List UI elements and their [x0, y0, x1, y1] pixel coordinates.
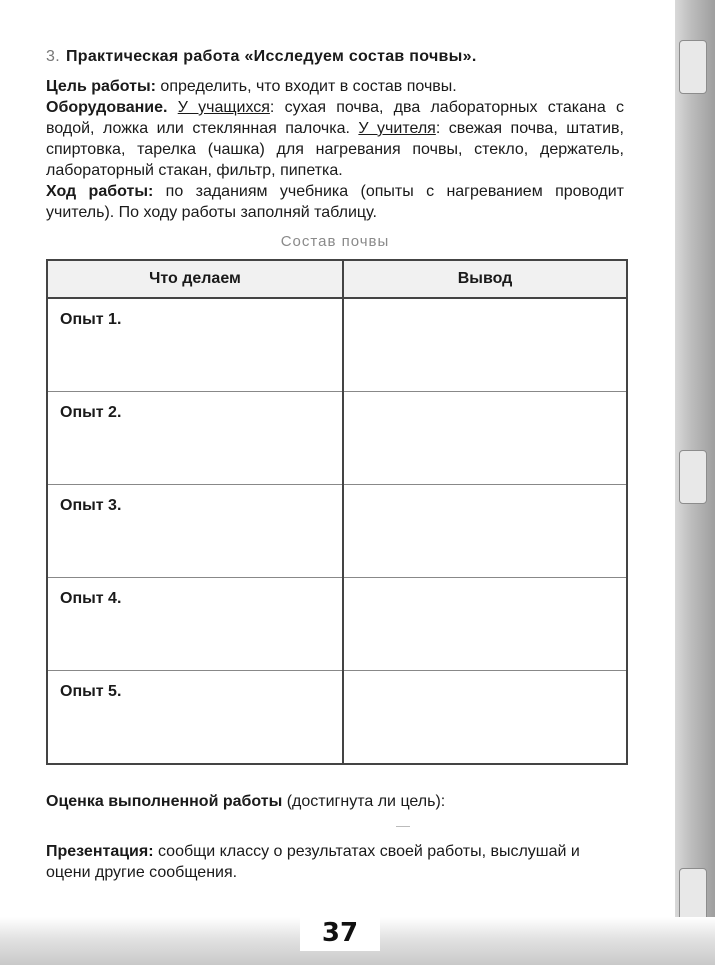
- experiment-label: Опыт 2.: [60, 404, 122, 421]
- exercise-number: 3.: [46, 48, 60, 65]
- experiments-table: [46, 259, 628, 765]
- students-text: : сухая почва, два лабораторных стакана с водой, ложка или стеклянная палочка.: [46, 99, 624, 137]
- page-edge: [675, 0, 715, 965]
- edge-tab: [679, 450, 707, 504]
- experiment-label-cell: [47, 485, 343, 578]
- evaluation-paragraph: [46, 791, 624, 812]
- procedure-text: по заданиям учебника (опыты с нагреванием проводит учитель). По ходу работы заполняй таблицу.: [46, 183, 624, 221]
- table-header-row: [47, 260, 627, 298]
- experiment-label-cell: [47, 392, 343, 485]
- experiment-label: Опыт 1.: [60, 311, 122, 328]
- presentation-label: Презентация:: [46, 843, 154, 860]
- table-row: [47, 298, 627, 392]
- teacher-text: : свежая почва, штатив, спиртовка, тарелка (чашка) для нагревания почвы, стекло, держатель, лабораторный стакан, фильтр, пипетка.: [46, 120, 624, 179]
- evaluation-label: Оценка выполненной работы: [46, 793, 283, 810]
- experiment-label-cell: [47, 671, 343, 765]
- worksheet-content: [46, 48, 624, 883]
- experiment-label: Опыт 5.: [60, 683, 122, 700]
- table-row: [47, 578, 627, 671]
- table-caption: Состав почвы: [280, 233, 390, 250]
- presentation-paragraph: [46, 841, 624, 883]
- exercise-title-text: Практическая работа «Исследуем состав почвы».: [65, 48, 477, 65]
- column-header-what: Что делаем: [47, 260, 343, 298]
- presentation-text: сообщи классу о результатах своей работы, выслушай и оцени другие сообщения.: [46, 843, 580, 881]
- exercise-title: [46, 48, 624, 66]
- table-row: [47, 485, 627, 578]
- conclusion-cell[interactable]: [343, 578, 627, 671]
- goal-paragraph: [46, 76, 624, 97]
- column-header-conclusion: Вывод: [343, 260, 627, 298]
- experiment-label-cell: [47, 298, 343, 392]
- evaluation-text: (достигнута ли цель):: [282, 793, 446, 810]
- experiment-label: Опыт 3.: [60, 497, 122, 514]
- table-row: [47, 671, 627, 765]
- conclusion-cell[interactable]: [343, 298, 627, 392]
- conclusion-cell[interactable]: [343, 671, 627, 765]
- edge-tab: [679, 40, 707, 94]
- teacher-label: У учителя: [358, 120, 436, 137]
- edge-tab: [679, 868, 707, 922]
- equipment-label: Оборудование.: [46, 99, 168, 116]
- procedure-label: Ход работы:: [46, 183, 154, 200]
- goal-text: определить, что входит в состав почвы.: [155, 78, 457, 95]
- conclusion-cell[interactable]: [343, 485, 627, 578]
- students-label: У учащихся: [177, 99, 270, 116]
- table-row: [47, 392, 627, 485]
- goal-label: Цель работы:: [46, 78, 156, 95]
- conclusion-cell[interactable]: [343, 392, 627, 485]
- experiment-label: Опыт 4.: [60, 590, 122, 607]
- procedure-paragraph: [46, 181, 624, 223]
- page-number: 37: [300, 915, 380, 951]
- experiment-label-cell: [47, 578, 343, 671]
- equipment-paragraph: [46, 97, 624, 181]
